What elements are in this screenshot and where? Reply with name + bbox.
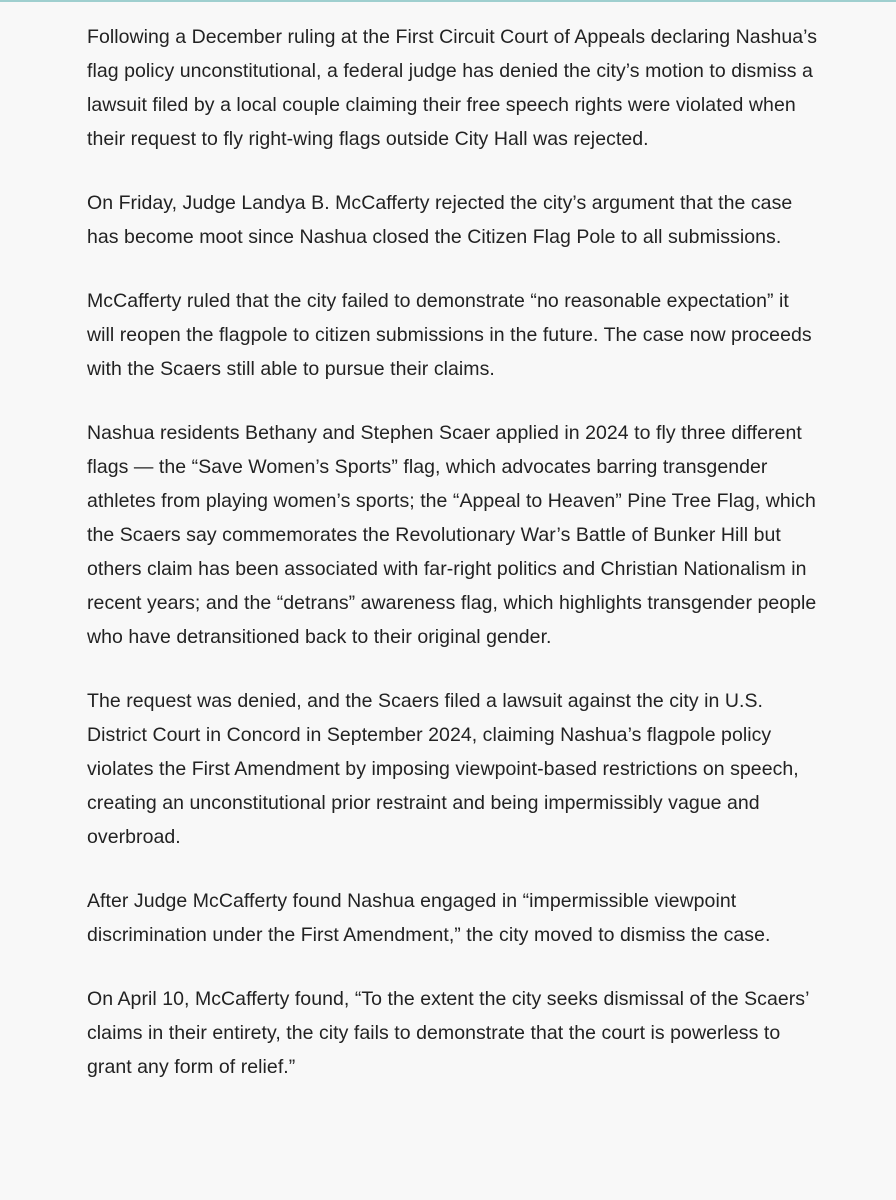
article-paragraph-5: The request was denied, and the Scaers filed a lawsuit against the city in U.S. District Court in Concord in September 2024, claiming Nashua’s flagpole policy violates the First Amendment by imposing viewpoint-based restrictions on speech, creating an unconstitutional prior restraint and being impermissibly vague and overbroad. xyxy=(87,690,799,848)
article-paragraph-7: On April 10, McCafferty found, “To the extent the city seeks dismissal of the Scaers’ claims in their entirety, the city fails to demonstrate that the court is powerless to grant any form of relief.” xyxy=(87,988,809,1078)
article-paragraph-2: On Friday, Judge Landya B. McCafferty rejected the city’s argument that the case has become moot since Nashua closed the Citizen Flag Pole to all submissions. xyxy=(87,192,793,248)
article-paragraph-3: McCafferty ruled that the city failed to demonstrate “no reasonable expectation” it will reopen the flagpole to citizen submissions in the future. The case now proceeds with the Scaers still able to pursue their claims. xyxy=(87,290,812,380)
article-paragraph-6: After Judge McCafferty found Nashua engaged in “impermissible viewpoint discrimination under the First Amendment,” the city moved to dismiss the case. xyxy=(87,890,771,946)
article-paragraph-4: Nashua residents Bethany and Stephen Scaer applied in 2024 to fly three different flags — the “Save Women’s Sports” flag, which advocates barring transgender athletes from playing women’s sports; the “Appeal to Heaven” Pine Tree Flag, which the Scaers say commemorates the Revolutionary War’s Battle of Bunker Hill but others claim has been associated with far-right politics and Christian Nationalism in recent years; and the “detrans” awareness flag, which highlights transgender people who have detransitioned back to their original gender. xyxy=(87,422,817,648)
top-divider xyxy=(0,0,896,2)
article-paragraph-1: Following a December ruling at the First Circuit Court of Appeals declaring Nashua’s flag policy unconstitutional, a federal judge has denied the city’s motion to dismiss a lawsuit filed by a local couple claiming their free speech rights were violated when their request to fly right-wing flags outside City Hall was rejected. xyxy=(87,26,818,150)
article-body xyxy=(87,20,817,1114)
